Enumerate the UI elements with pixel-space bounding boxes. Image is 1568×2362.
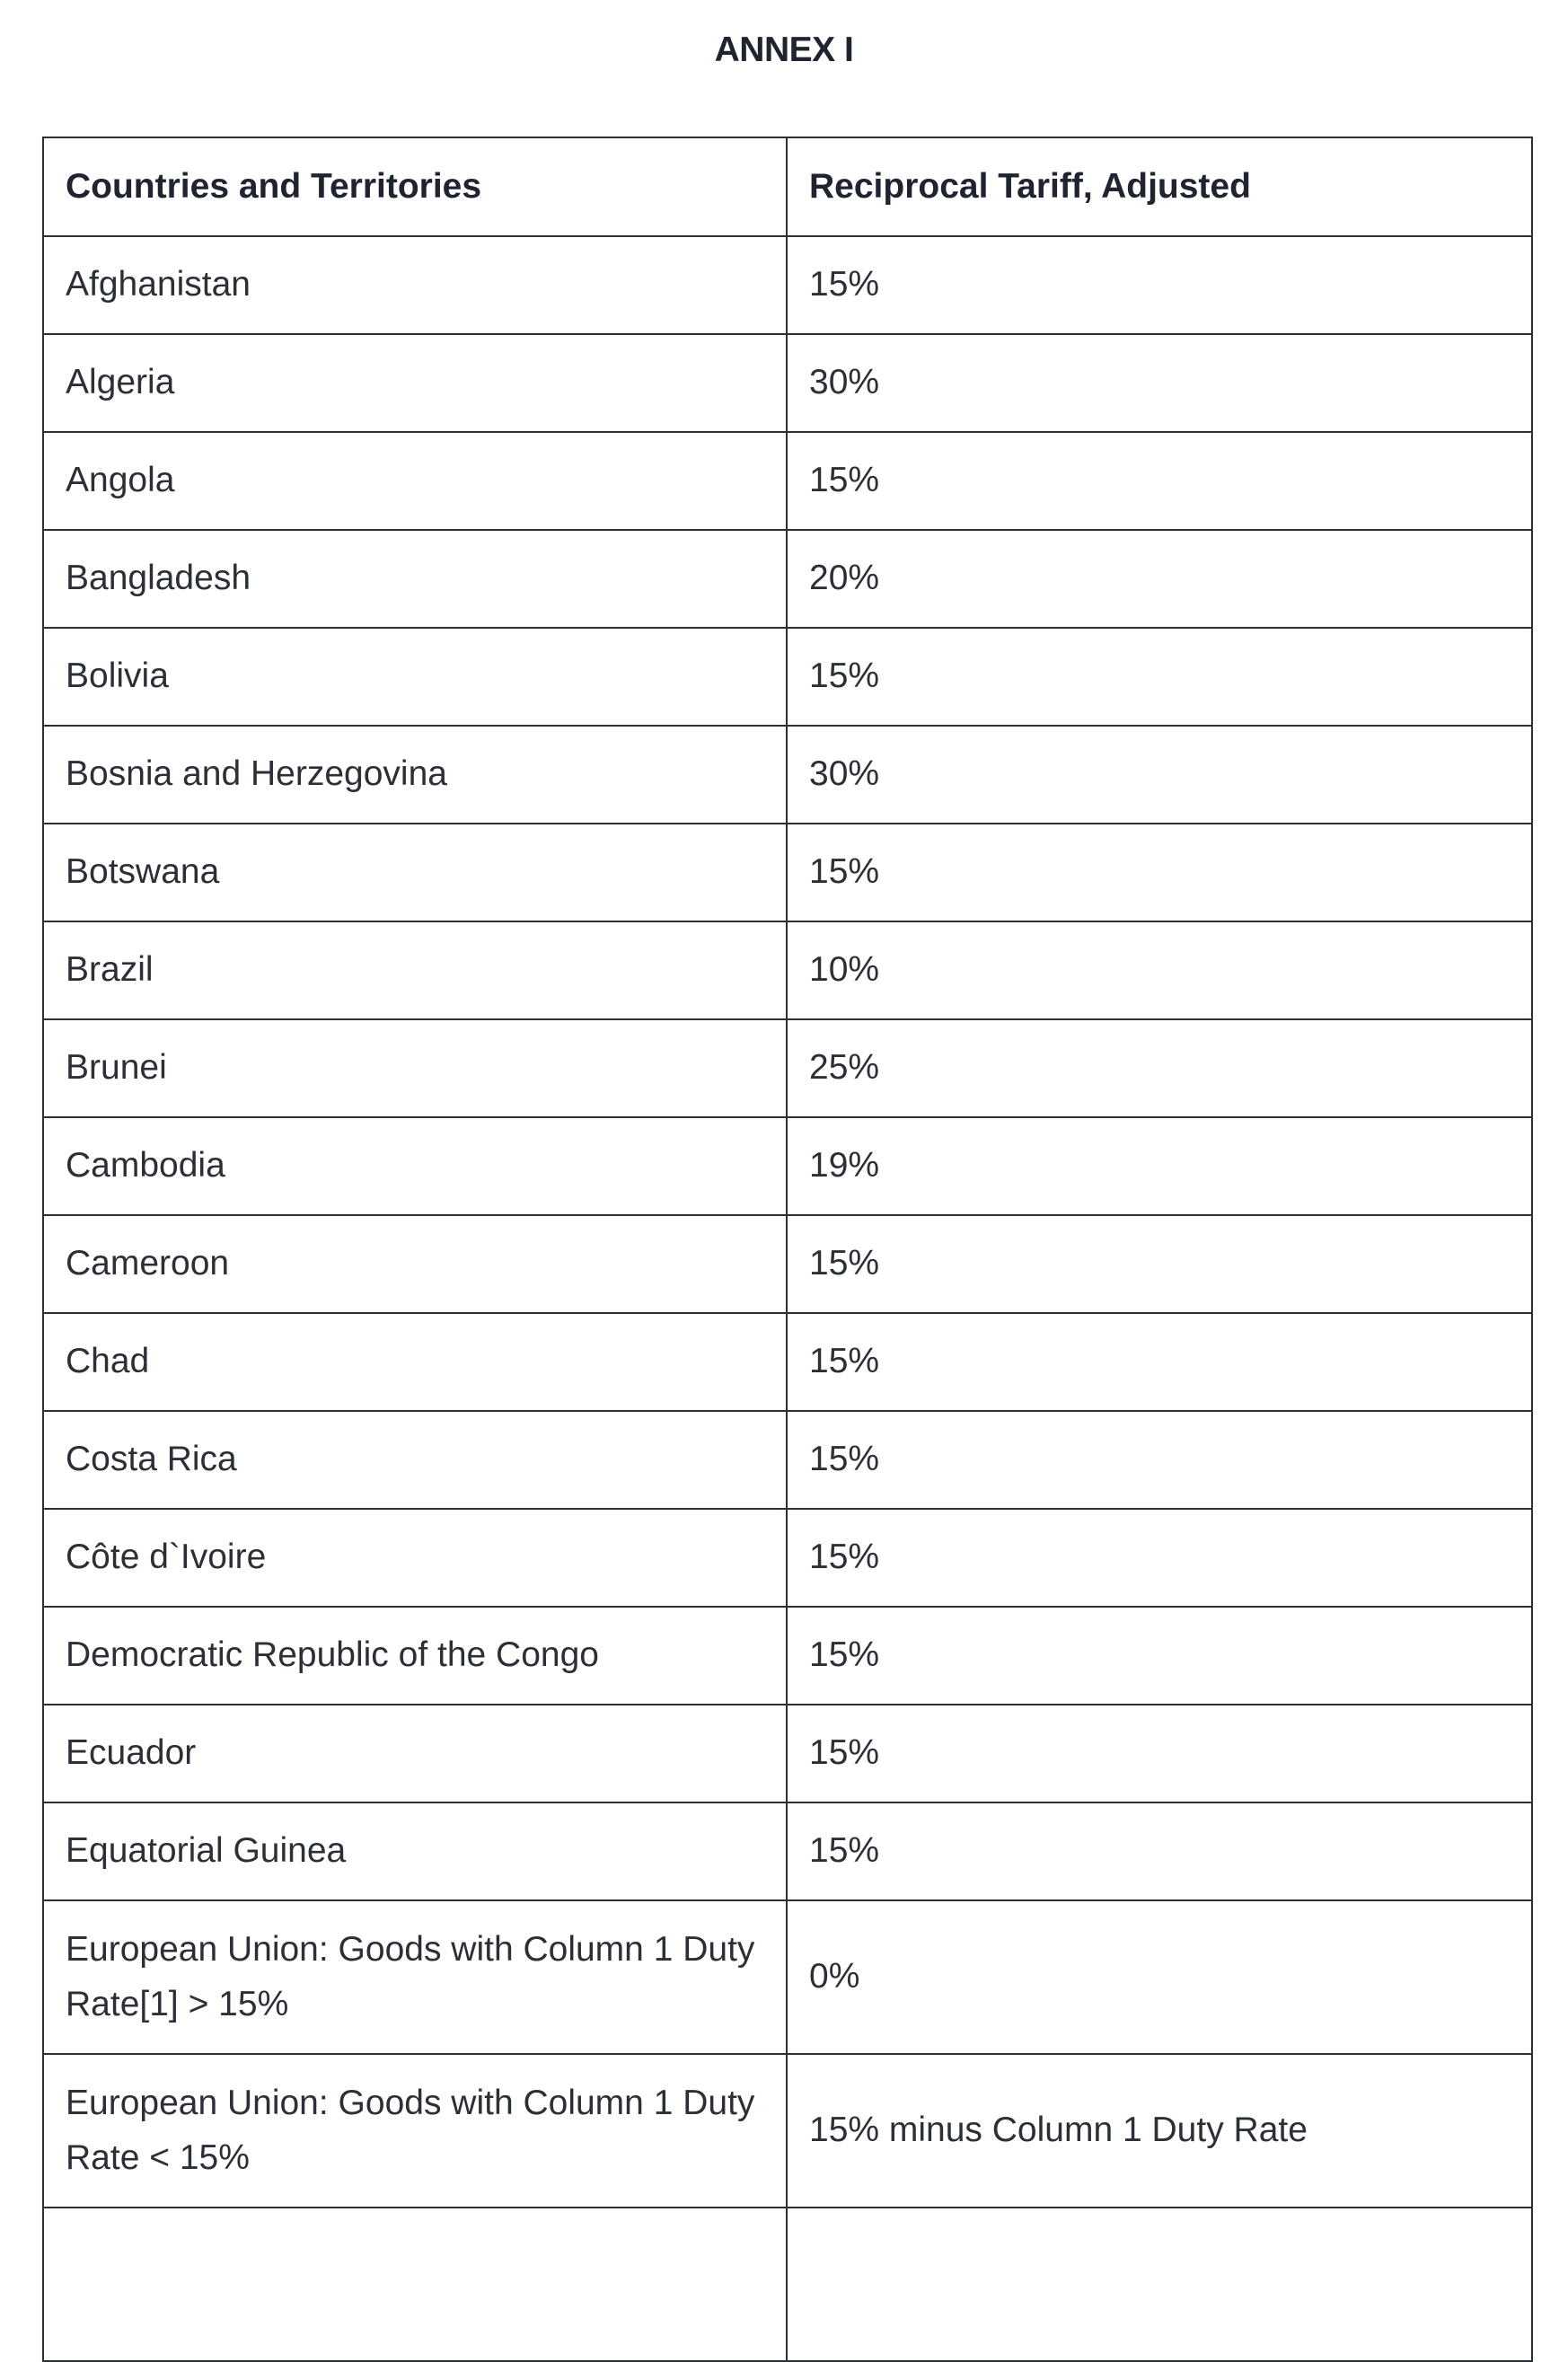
tariff-table — [42, 137, 1533, 2362]
country-cell: European Union: Goods with Column 1 Duty Rate[1] > 15% — [43, 1900, 787, 2054]
country-cell: Algeria — [43, 334, 787, 432]
table-row — [43, 530, 1532, 628]
country-cell: Ecuador — [43, 1705, 787, 1802]
country-cell: Bosnia and Herzegovina — [43, 726, 787, 824]
tariff-cell: 15% — [787, 432, 1532, 530]
table-row — [43, 1215, 1532, 1313]
tariff-cell: 15% — [787, 1705, 1532, 1802]
country-cell: Angola — [43, 432, 787, 530]
country-cell: Costa Rica — [43, 1411, 787, 1509]
table-row — [43, 1705, 1532, 1802]
country-cell: Afghanistan — [43, 236, 787, 334]
tariff-cell: 25% — [787, 1019, 1532, 1117]
tariff-cell: 15% — [787, 1802, 1532, 1900]
country-cell: Brunei — [43, 1019, 787, 1117]
header-countries: Countries and Territories — [43, 137, 787, 236]
tariff-cell: 15% — [787, 628, 1532, 726]
tariff-cell: 15% minus Column 1 Duty Rate — [787, 2054, 1532, 2208]
table-row-partial — [43, 2208, 1532, 2361]
table-row — [43, 726, 1532, 824]
table-row — [43, 2054, 1532, 2208]
tariff-cell: 10% — [787, 921, 1532, 1019]
country-cell: Equatorial Guinea — [43, 1802, 787, 1900]
table-row — [43, 921, 1532, 1019]
table-row — [43, 1607, 1532, 1705]
table-row — [43, 1802, 1532, 1900]
table-row — [43, 334, 1532, 432]
table-row — [43, 1900, 1532, 2054]
tariff-cell: 0% — [787, 1900, 1532, 2054]
table-row — [43, 1411, 1532, 1509]
country-cell: Cambodia — [43, 1117, 787, 1215]
tariff-cell: 15% — [787, 1607, 1532, 1705]
table-row — [43, 1313, 1532, 1411]
table-row — [43, 1019, 1532, 1117]
header-tariff: Reciprocal Tariff, Adjusted — [787, 137, 1532, 236]
country-cell: Cameroon — [43, 1215, 787, 1313]
tariff-cell: 15% — [787, 1411, 1532, 1509]
country-cell: Chad — [43, 1313, 787, 1411]
table-row — [43, 824, 1532, 921]
table-header-row — [43, 137, 1532, 236]
table-row — [43, 236, 1532, 334]
annex-title: ANNEX I — [714, 31, 854, 69]
tariff-cell: 15% — [787, 824, 1532, 921]
country-cell — [43, 2208, 787, 2361]
table-row — [43, 628, 1532, 726]
tariff-cell: 15% — [787, 1215, 1532, 1313]
tariff-cell: 15% — [787, 1509, 1532, 1607]
tariff-cell: 19% — [787, 1117, 1532, 1215]
tariff-cell: 20% — [787, 530, 1532, 628]
country-cell: Bolivia — [43, 628, 787, 726]
country-cell: Brazil — [43, 921, 787, 1019]
tariff-cell: 30% — [787, 726, 1532, 824]
country-cell: Democratic Republic of the Congo — [43, 1607, 787, 1705]
table-row — [43, 1509, 1532, 1607]
country-cell: Côte d`Ivoire — [43, 1509, 787, 1607]
tariff-cell — [787, 2208, 1532, 2361]
tariff-cell: 15% — [787, 236, 1532, 334]
tariff-cell: 30% — [787, 334, 1532, 432]
table-row — [43, 1117, 1532, 1215]
table-row — [43, 432, 1532, 530]
tariff-cell: 15% — [787, 1313, 1532, 1411]
country-cell: European Union: Goods with Column 1 Duty Rate < 15% — [43, 2054, 787, 2208]
country-cell: Botswana — [43, 824, 787, 921]
country-cell: Bangladesh — [43, 530, 787, 628]
